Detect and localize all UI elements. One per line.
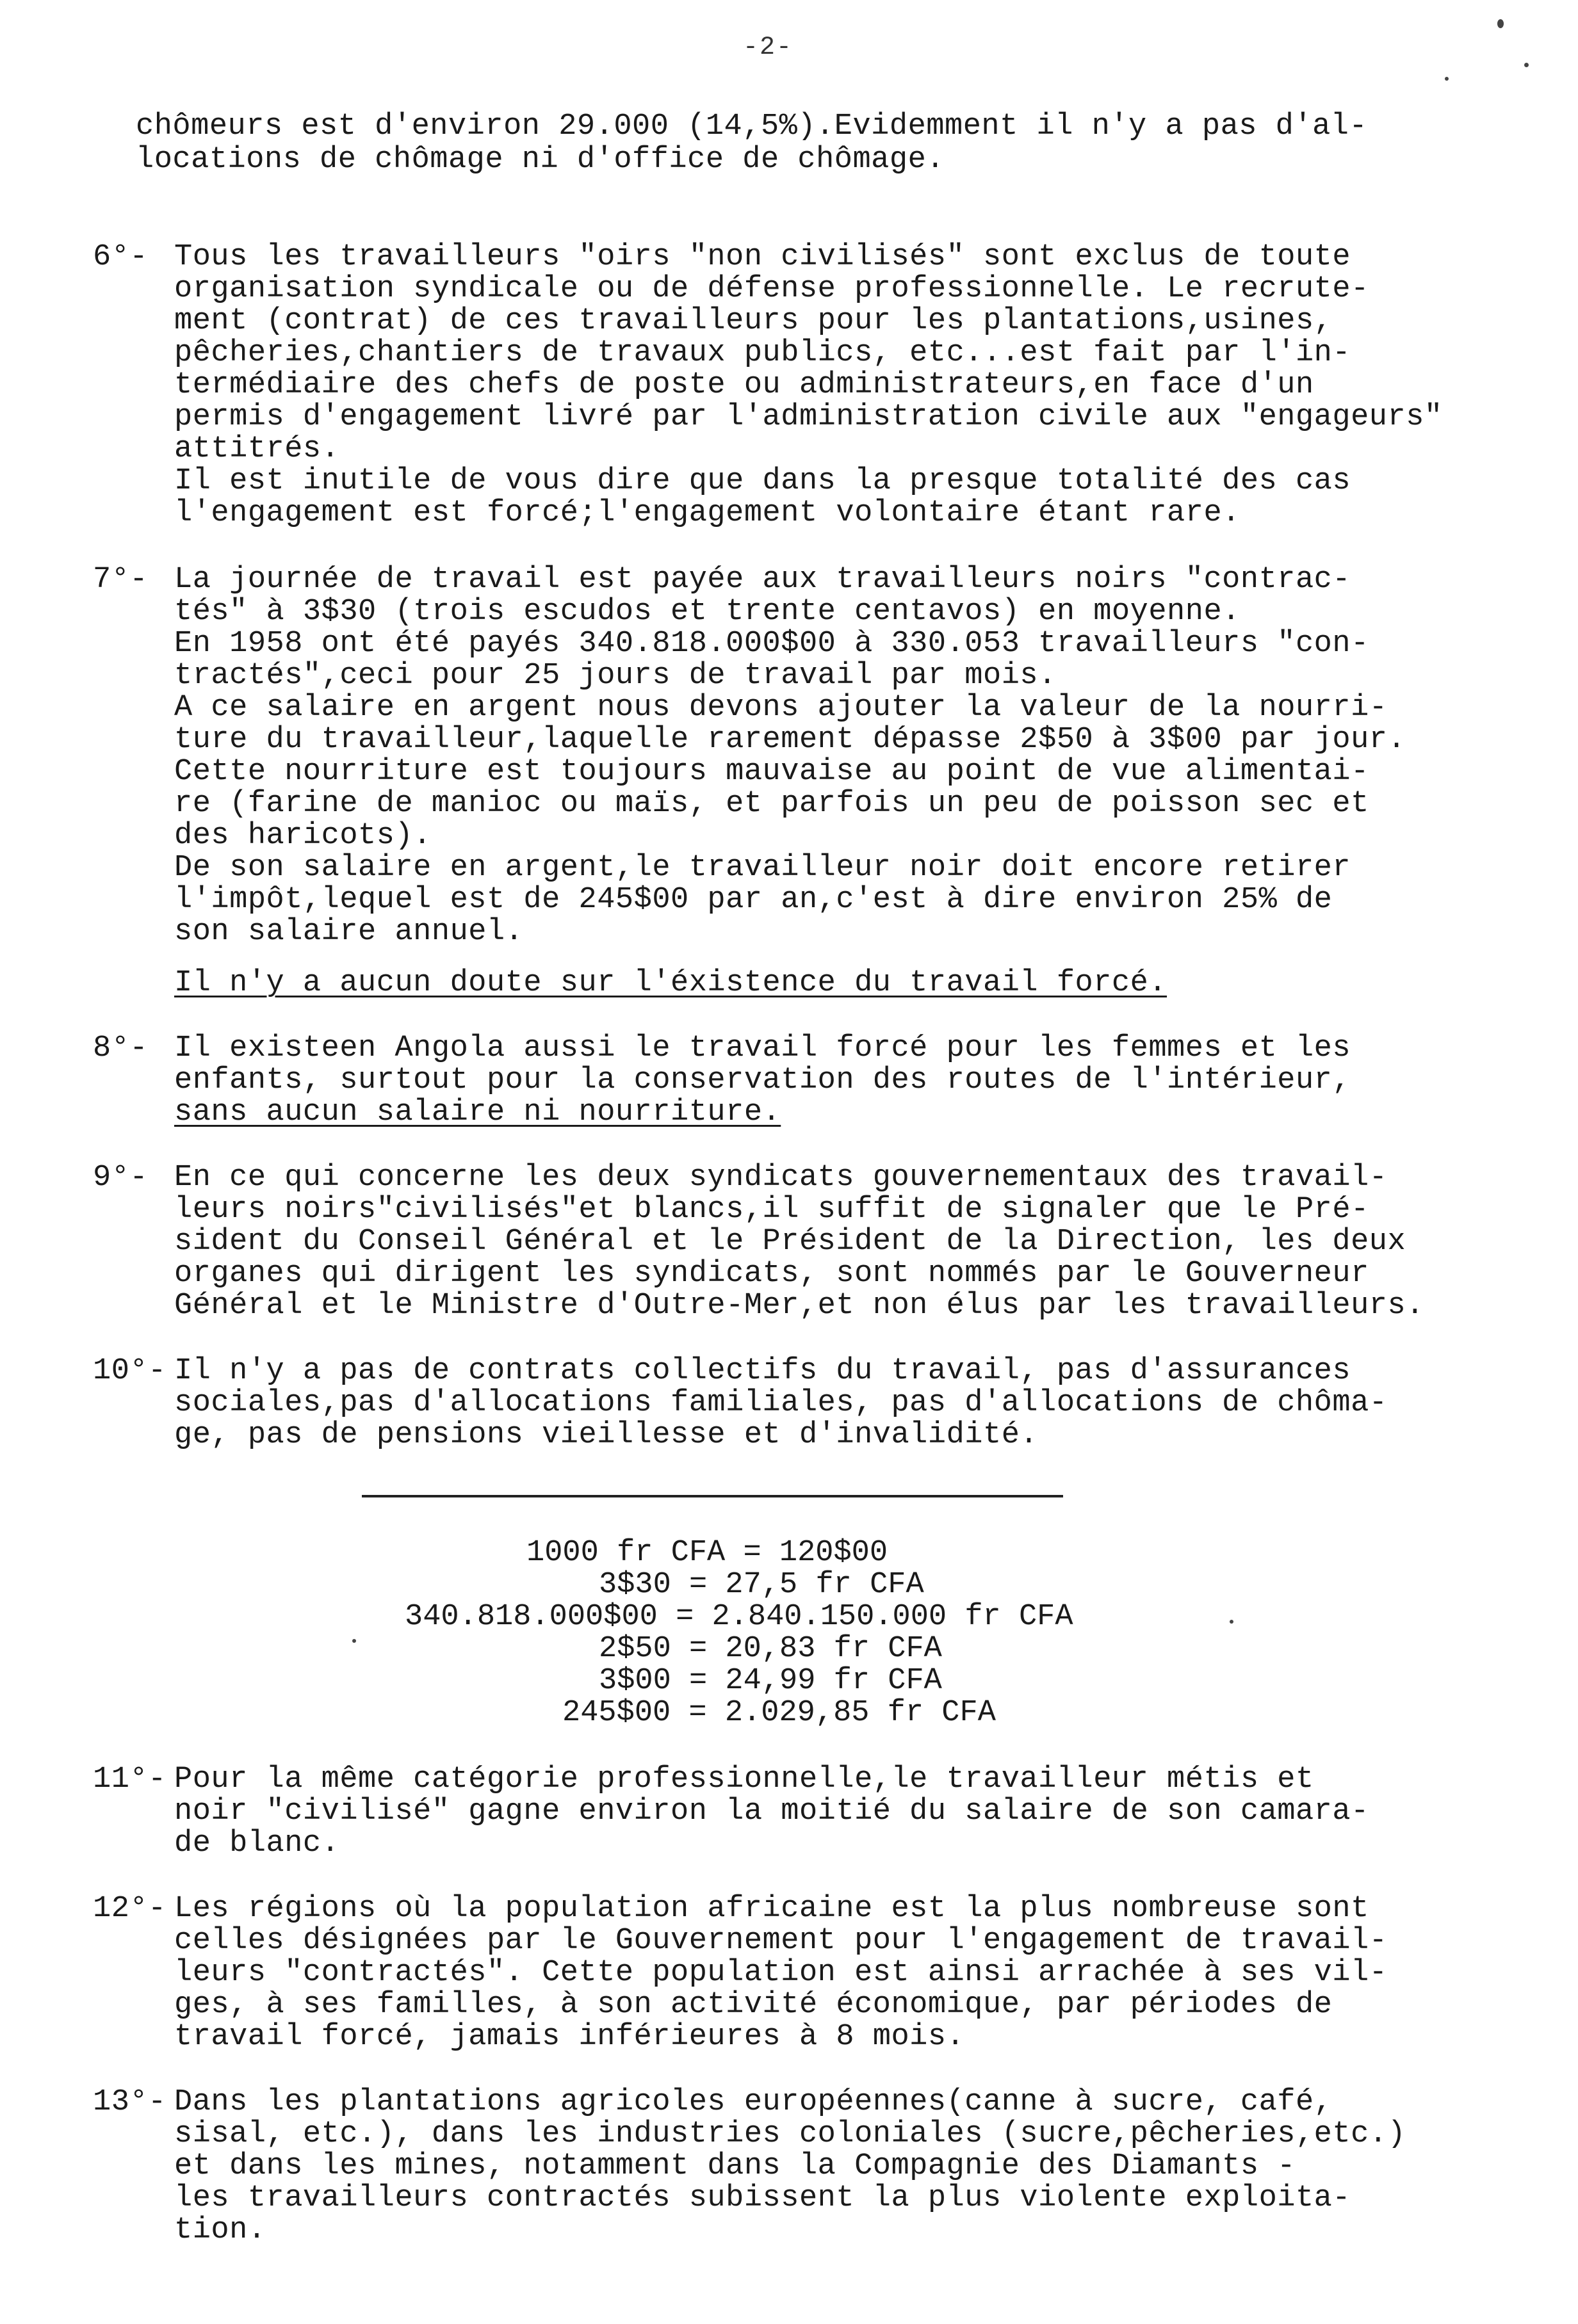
item-number: 13°-	[93, 2085, 167, 2119]
item-line: tion.	[174, 2213, 266, 2247]
item-line: re (farine de manioc ou maïs, et parfois un peu de poisson sec et	[174, 787, 1369, 821]
scan-speck	[1497, 19, 1504, 28]
item-line: Il existeen Angola aussi le travail forcé pour les femmes et les	[174, 1031, 1351, 1065]
conversion-line: 340.818.000$00 = 2.840.150.000 fr CFA	[405, 1600, 1073, 1634]
item-line: A ce salaire en argent nous devons ajouter la valeur de la nourri-	[174, 691, 1388, 725]
item-line: son salaire annuel.	[174, 915, 524, 949]
item-line: les travailleurs contractés subissent la plus violente exploita-	[174, 2181, 1351, 2215]
item-line: travail forcé, jamais inférieures à 8 mois.	[174, 2020, 965, 2054]
conversion-line: 1000 fr CFA = 120$00	[526, 1536, 888, 1570]
item-line: pêcheries,chantiers de travaux publics, etc...est fait par l'in-	[174, 336, 1351, 370]
item-line: l'engagement est forcé;l'engagement volontaire étant rare.	[174, 496, 1240, 530]
item-line: Dans les plantations agricoles européennes(canne à sucre, café,	[174, 2085, 1333, 2119]
conversion-line: 245$00 = 2.029,85 fr CFA	[562, 1696, 996, 1730]
item-line: attitrés.	[174, 432, 340, 466]
scan-speck	[1445, 77, 1449, 81]
item-line: permis d'engagement livré par l'administration civile aux "engageurs"	[174, 400, 1443, 434]
item-line: ges, à ses familles, à son activité économique, par périodes de	[174, 1988, 1333, 2022]
item-line: tés" à 3$30 (trois escudos et trente centavos) en moyenne.	[174, 595, 1240, 629]
item-line: ge, pas de pensions vieillesse et d'invalidité.	[174, 1418, 1039, 1452]
scan-speck	[352, 1639, 356, 1643]
conversion-line: 3$30 = 27,5 fr CFA	[599, 1568, 924, 1602]
item-line: En 1958 ont été payés 340.818.000$00 à 330.053 travailleurs "con-	[174, 627, 1369, 661]
item-line: et dans les mines, notamment dans la Compagnie des Diamants -	[174, 2149, 1296, 2183]
page-number: -2-	[743, 33, 793, 62]
item-line: noir "civilisé" gagne environ la moitié du salaire de son camara-	[174, 1795, 1369, 1828]
item-line: En ce qui concerne les deux syndicats gouvernementaux des travail-	[174, 1161, 1388, 1195]
item-number: 6°-	[93, 240, 149, 274]
item-line: tractés",ceci pour 25 jours de travail par mois.	[174, 659, 1057, 693]
item-line: De son salaire en argent,le travailleur noir doit encore retirer	[174, 851, 1351, 885]
conversion-line: 2$50 = 20,83 fr CFA	[599, 1632, 942, 1666]
item-line: La journée de travail est payée aux travailleurs noirs "contrac-	[174, 563, 1351, 597]
item-number: 9°-	[93, 1161, 149, 1195]
item-line: sisal, etc.), dans les industries coloniales (sucre,pêcheries,etc.)	[174, 2117, 1406, 2151]
item-line: de blanc.	[174, 1827, 340, 1860]
item-line: organes qui dirigent les syndicats, sont nommés par le Gouverneur	[174, 1257, 1369, 1291]
forced-labour-statement: Il n'y a aucun doute sur l'éxistence du travail forcé.	[174, 966, 1167, 1000]
item-line: enfants, surtout pour la conservation des routes de l'intérieur,	[174, 1063, 1351, 1097]
conversion-line: 3$00 = 24,99 fr CFA	[599, 1664, 942, 1698]
item-number: 7°-	[93, 563, 149, 597]
item-number: 12°-	[93, 1892, 167, 1926]
item-number: 10°-	[93, 1354, 167, 1388]
separator-rule	[362, 1495, 1063, 1497]
item-line: Les régions où la population africaine est la plus nombreuse sont	[174, 1892, 1369, 1926]
intro-line: chômeurs est d'environ 29.000 (14,5%).Evidemment il n'y a pas d'al-	[136, 109, 1368, 143]
item-line: Tous les travailleurs "oirs "non civilisés" sont exclus de toute	[174, 240, 1351, 274]
item-line: organisation syndicale ou de défense professionnelle. Le recrute-	[174, 272, 1369, 306]
item-line: celles désignées par le Gouvernement pour l'engagement de travail-	[174, 1924, 1388, 1958]
item-number: 11°-	[93, 1763, 167, 1796]
item-line: Il n'y a pas de contrats collectifs du travail, pas d'assurances	[174, 1354, 1351, 1388]
item-line: leurs noirs"civilisés"et blancs,il suffit de signaler que le Pré-	[174, 1193, 1369, 1227]
item-line: l'impôt,lequel est de 245$00 par an,c'est à dire environ 25% de	[174, 883, 1333, 917]
item-line: termédiaire des chefs de poste ou administrateurs,en face d'un	[174, 368, 1314, 402]
item-line: Il est inutile de vous dire que dans la presque totalité des cas	[174, 464, 1351, 498]
item-line: ment (contrat) de ces travailleurs pour les plantations,usines,	[174, 304, 1333, 338]
item-line: sident du Conseil Général et le Président de la Direction, les deux	[174, 1225, 1406, 1259]
item-number: 8°-	[93, 1031, 149, 1065]
item-line: des haricots).	[174, 819, 432, 853]
intro-line: locations de chômage ni d'office de chômage.	[136, 143, 945, 177]
item-line: sociales,pas d'allocations familiales, pas d'allocations de chôma-	[174, 1386, 1388, 1420]
no-wage-statement: sans aucun salaire ni nourriture.	[174, 1095, 781, 1129]
item-line: Cette nourriture est toujours mauvaise au point de vue alimentai-	[174, 755, 1369, 789]
item-line: Général et le Ministre d'Outre-Mer,et non élus par les travailleurs.	[174, 1289, 1424, 1323]
item-line: ture du travailleur,laquelle rarement dépasse 2$50 à 3$00 par jour.	[174, 723, 1406, 757]
item-line: Pour la même catégorie professionnelle,le travailleur métis et	[174, 1763, 1314, 1796]
scan-speck	[1230, 1620, 1233, 1624]
scan-speck	[1524, 63, 1529, 67]
item-line: leurs "contractés". Cette population est ainsi arrachée à ses vil-	[174, 1956, 1388, 1990]
